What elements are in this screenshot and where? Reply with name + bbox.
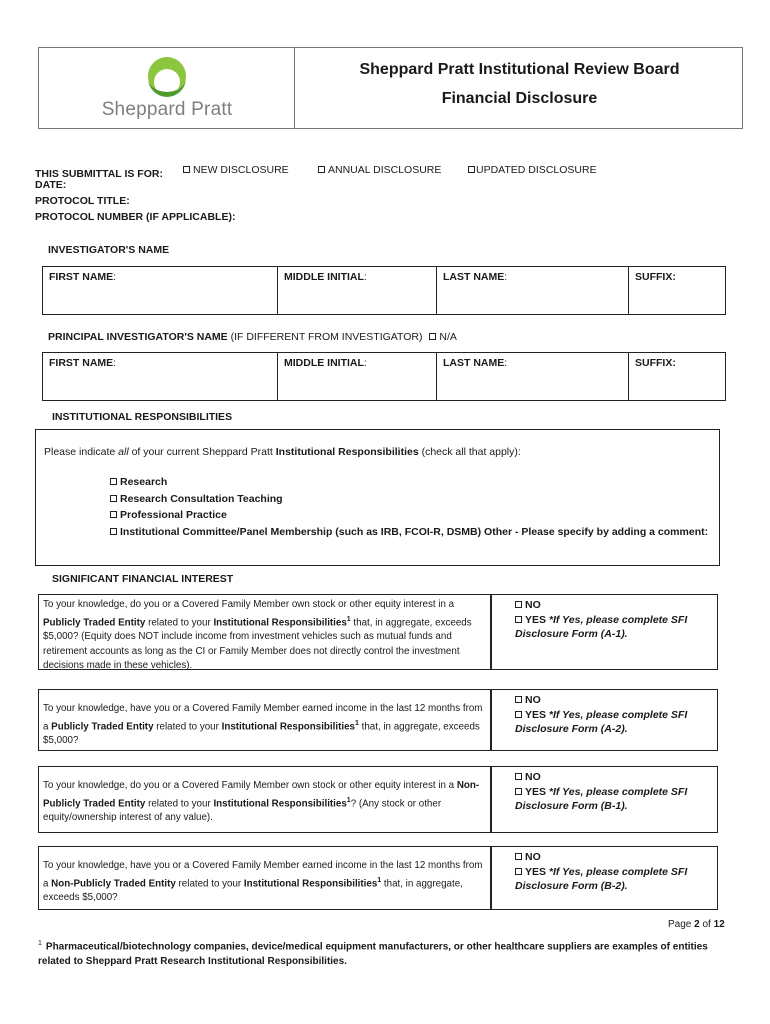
- checkbox-icon[interactable]: [183, 166, 190, 173]
- sfi-1-no-option[interactable]: NO: [495, 598, 714, 613]
- sfi-answer-3: [491, 766, 718, 833]
- sfi-4-no-option[interactable]: NO: [495, 850, 714, 865]
- sfi-question-4: To your knowledge, have you or a Covered Family Member earned income in the last 12 months from a Non-Publicly Traded Entity related to your Institutional Responsibilities$^1$ that, in aggregate, exceeds $5,000?: [38, 846, 491, 910]
- sfi-answer-4: [491, 846, 718, 910]
- sfi-1-yes-option[interactable]: YES *If Yes, please complete SFI Disclosure Form (A-1).: [515, 613, 688, 640]
- sfi-question-3: To your knowledge, do you or a Covered Family Member own stock or other equity interest in a Non- Publicly Traded Entity related to your Institutional Responsibilities$^1$? (Any stock or other equity/ownership interest of any value).: [38, 766, 491, 833]
- option-updated-disclosure[interactable]: UPDATED DISCLOSURE: [468, 164, 597, 176]
- protocol-number-label: PROTOCOL NUMBER (IF APPLICABLE):: [35, 211, 236, 223]
- sfi-question-2: To your knowledge, have you or a Covered Family Member earned income in the last 12 months from a Publicly Traded Entity related to your Institutional Responsibilities$^1$ that, in aggregate, exceeds $5,000?: [38, 689, 491, 751]
- column-divider: [628, 267, 629, 314]
- suffix-field[interactable]: SUFFIX:: [635, 271, 676, 283]
- sfi-3-yes-option[interactable]: YES *If Yes, please complete SFI Disclosure Form (B-1).: [515, 785, 688, 812]
- column-divider: [628, 353, 629, 400]
- first-name-field[interactable]: FIRST NAME:: [49, 271, 117, 283]
- sfi-4-yes-option[interactable]: YES *If Yes, please complete SFI Disclosure Form (B-2).: [515, 865, 688, 892]
- middle-initial-field[interactable]: MIDDLE INITIAL:: [284, 271, 367, 283]
- investigator-section-title: INVESTIGATOR'S NAME: [48, 244, 170, 256]
- logo-text: Sheppard Pratt: [101, 99, 233, 120]
- pi-middle-initial-field[interactable]: MIDDLE INITIAL:: [284, 357, 367, 369]
- resp-item-research[interactable]: Research: [110, 474, 710, 491]
- header-box: [38, 47, 743, 129]
- principal-section-title: PRINCIPAL INVESTIGATOR'S NAME (IF DIFFERENT FROM INVESTIGATOR) N/A: [48, 331, 457, 343]
- sfi-answer-2: [491, 689, 718, 751]
- submittal-label: THIS SUBMITTAL IS FOR:: [35, 168, 163, 180]
- header-divider: [294, 48, 295, 128]
- principal-name-table: [42, 352, 726, 401]
- responsibilities-list: [110, 474, 710, 540]
- responsibilities-box: [35, 429, 720, 566]
- na-option[interactable]: N/A: [439, 331, 457, 343]
- responsibilities-intro: Please indicate all of your current Sheppard Pratt Institutional Responsibilities (check all that apply):: [44, 446, 521, 458]
- sfi-answer-1: [491, 594, 718, 670]
- sfi-section-title: SIGNIFICANT FINANCIAL INTEREST: [52, 573, 234, 585]
- pi-last-name-field[interactable]: LAST NAME:: [443, 357, 508, 369]
- protocol-title-label: PROTOCOL TITLE:: [35, 195, 130, 207]
- sfi-question-1: To your knowledge, do you or a Covered Family Member own stock or other equity interest in a Publicly Traded Entity related to your Institutional Responsibilities$^1$ that, in aggregate, exceeds $5,000? (Equity does NOT include income from investment vehicles such as mutual funds and retirement accounts as long as the CI or Family Member does not directly control the investment decisions made in these vehicles).: [38, 594, 491, 670]
- column-divider: [277, 353, 278, 400]
- column-divider: [436, 353, 437, 400]
- footnote: $^1$ Pharmaceutical/biotechnology companies, device/medical equipment manufacturers, or other healthcare suppliers are examples of entities related to Sheppard Pratt Research Institutional Responsibilities.: [38, 940, 708, 968]
- column-divider: [277, 267, 278, 314]
- responsibilities-section-title: INSTITUTIONAL RESPONSIBILITIES: [52, 411, 233, 423]
- pi-first-name-field[interactable]: FIRST NAME:: [49, 357, 117, 369]
- investigator-name-table: [42, 266, 726, 315]
- option-annual-disclosure[interactable]: ANNUAL DISCLOSURE: [318, 164, 441, 176]
- resp-item-practice[interactable]: Professional Practice: [110, 507, 710, 524]
- logo: [97, 55, 237, 125]
- form-title: Sheppard Pratt Institutional Review Board: [359, 61, 680, 78]
- option-new-disclosure[interactable]: NEW DISCLOSURE: [183, 164, 289, 176]
- form-subtitle: Financial Disclosure: [441, 90, 598, 107]
- sfi-2-yes-option[interactable]: YES *If Yes, please complete SFI Disclosure Form (A-2).: [515, 708, 688, 735]
- logo-mark-icon: [97, 55, 237, 99]
- date-label: DATE:: [35, 179, 67, 191]
- page-number: Page 2 of 12: [668, 919, 725, 930]
- sfi-3-no-option[interactable]: NO: [495, 770, 714, 785]
- checkbox-icon[interactable]: [468, 166, 475, 173]
- last-name-field[interactable]: LAST NAME:: [443, 271, 508, 283]
- column-divider: [436, 267, 437, 314]
- pi-suffix-field[interactable]: SUFFIX:: [635, 357, 676, 369]
- resp-item-committee[interactable]: Institutional Committee/Panel Membership (such as IRB, FCOI-R, DSMB) Other - Please specify by adding a comment:: [110, 524, 710, 541]
- sfi-2-no-option[interactable]: NO: [495, 693, 714, 708]
- checkbox-icon[interactable]: [318, 166, 325, 173]
- checkbox-icon[interactable]: [429, 333, 436, 340]
- resp-item-consultation[interactable]: Research Consultation Teaching: [110, 491, 710, 508]
